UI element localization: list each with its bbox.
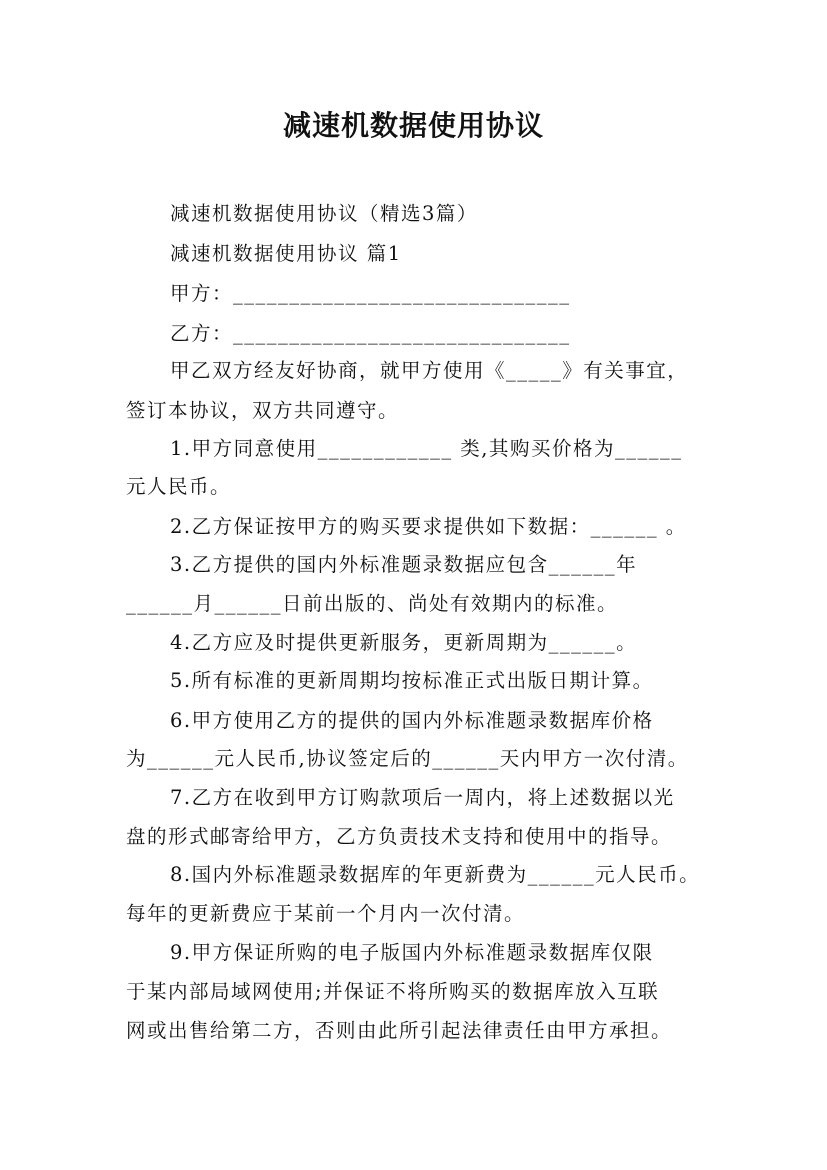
clause-8-line2: 每年的更新费应于某前一个月内一次付清。 [126,902,526,925]
clause-2: 2.乙方保证按甲方的购买要求提供如下数据：______ 。 [170,515,687,538]
paragraph-intro-line1: 甲乙双方经友好协商，就甲方使用《_____》有关事宜， [170,359,689,382]
clause-9-line3: 网或出售给第二方，否则由此所引起法律责任由甲方承担。 [126,1019,673,1042]
clause-1-line2: 元人民币。 [126,475,232,498]
clause-3-line2: ______月______日前出版的、尚处有效期内的标准。 [126,592,619,615]
clause-6-line2: 为______元人民币,协议签定后的______天内甲方一次付清。 [126,747,689,770]
document-title: 减速机数据使用协议 [282,109,544,142]
clause-8-line1: 8.国内外标准题录数据库的年更新费为______元人民币。 [170,863,701,886]
clause-7-line2: 盘的形式邮寄给甲方，乙方负责技术支持和使用中的指导。 [126,825,673,848]
doc-subtitle: 减速机数据使用协议（精选3篇） [170,202,478,225]
clause-7-line1: 7.乙方在收到甲方订购款项后一周内，将上述数据以光 [170,786,675,809]
clause-6-line1: 6.甲方使用乙方的提供的国内外标准题录数据库价格 [170,709,654,732]
clause-4: 4.乙方应及时提供更新服务，更新周期为______。 [170,631,638,654]
clause-9-line2: 于某内部局域网使用;并保证不将所购买的数据库放入互联 [126,980,660,1003]
paragraph-intro-line2: 签订本协议，双方共同遵守。 [126,399,400,422]
clause-1-line1: 1.甲方同意使用____________ 类,其购买价格为______ [170,437,683,460]
clause-3-line1: 3.乙方提供的国内外标准题录数据应包含______年 [170,553,638,576]
party-a-line: 甲方：______________________________ [170,282,571,305]
clause-5: 5.所有标准的更新周期均按标准正式出版日期计算。 [170,669,654,692]
party-b-line: 乙方：______________________________ [170,322,571,345]
clause-9-line1: 9.甲方保证所购的电子版国内外标准题录数据库仅限 [170,941,654,964]
article-heading: 减速机数据使用协议 篇1 [170,242,402,265]
